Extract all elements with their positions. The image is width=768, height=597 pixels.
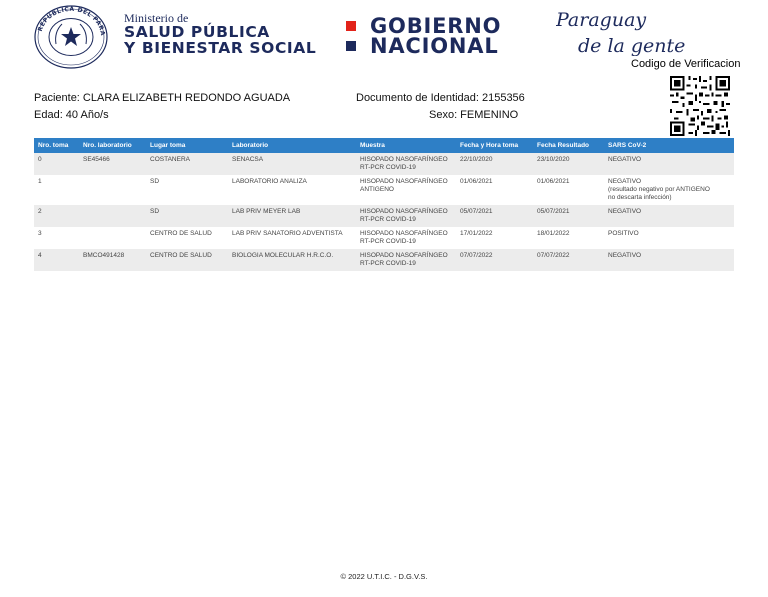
muestra-line-1: HISOPADO NASOFARÍNGEO [360, 230, 448, 237]
cell-fecha-toma: 07/07/2022 [456, 249, 533, 271]
cell-laboratorio: LAB PRIV SANATORIO ADVENTISTA [228, 227, 356, 249]
muestra-line-1: HISOPADO NASOFARÍNGEO [360, 178, 448, 185]
ministry-line-1: SALUD PÚBLICA [124, 23, 270, 41]
cell-lugar: COSTANERA [146, 153, 228, 175]
cell-resultado [604, 205, 734, 227]
resultado-line-1: NEGATIVO [608, 208, 642, 215]
gobierno-word: GOBIERNO [370, 14, 502, 38]
cell-muestra [356, 227, 456, 249]
header-lugar-toma: Lugar toma [146, 138, 228, 153]
svg-text:REPUBLICA DEL PARAGUAY [32, 4, 106, 36]
cell-fecha-toma: 17/01/2022 [456, 227, 533, 249]
cell-resultado [604, 249, 734, 271]
resultado-line-3: no descarta infección) [608, 194, 672, 201]
cell-muestra [356, 175, 456, 205]
cell-laboratorio: BIOLOGIA MOLECULAR H.R.C.O. [228, 249, 356, 271]
table-row [34, 205, 734, 227]
muestra-line-2: ANTIGENO [360, 186, 394, 193]
patient-age: Edad: 40 Año/s [34, 109, 109, 121]
ministry-prefix: Ministerio de [124, 11, 189, 25]
blue-square-icon [346, 41, 356, 51]
muestra-line-2: RT-PCR COVID-19 [360, 238, 416, 245]
cell-resultado [604, 227, 734, 249]
cell-lab-number [79, 175, 146, 205]
header-nro-laboratorio: Nro. laboratorio [79, 138, 146, 153]
header-fecha-hora-toma: Fecha y Hora toma [456, 138, 533, 153]
cell-lugar: CENTRO DE SALUD [146, 249, 228, 271]
cell-lugar: SD [146, 205, 228, 227]
cell-fecha-resultado: 01/06/2021 [533, 175, 604, 205]
cell-lugar: CENTRO DE SALUD [146, 227, 228, 249]
republica-seal-logo [32, 4, 110, 70]
footer-copyright: © 2022 U.T.I.C. - D.G.V.S. [340, 572, 428, 581]
gobierno-nacional-logo [346, 16, 501, 56]
slogan-line-2: de la gente [578, 35, 686, 56]
header-muestra: Muestra [356, 138, 456, 153]
resultado-line-2: (resultado negativo por ANTIGENO [608, 186, 710, 193]
nacional-word: NACIONAL [370, 34, 499, 58]
covid-results-table [34, 138, 734, 271]
muestra-line-2: RT-PCR COVID-19 [360, 164, 416, 171]
cell-lab-number [79, 205, 146, 227]
resultado-line-1: NEGATIVO [608, 156, 642, 163]
qr-code-icon [670, 76, 730, 136]
cell-fecha-toma: 05/07/2021 [456, 205, 533, 227]
cell-toma: 4 [34, 249, 79, 271]
cell-fecha-toma: 22/10/2020 [456, 153, 533, 175]
muestra-line-1: HISOPADO NASOFARÍNGEO [360, 252, 448, 259]
cell-fecha-toma: 01/06/2021 [456, 175, 533, 205]
cell-toma: 1 [34, 175, 79, 205]
slogan-line-1: Paraguay [556, 9, 647, 31]
seal-text: REPUBLICA DEL PARA [36, 5, 107, 37]
cell-toma: 2 [34, 205, 79, 227]
paraguay-de-la-gente-logo [556, 6, 686, 56]
cell-lab-number: BMCO491428 [79, 249, 146, 271]
table-row [34, 227, 734, 249]
cell-lugar: SD [146, 175, 228, 205]
verification-code-label: Codigo de Verificacion [631, 58, 741, 70]
header-fecha-resultado: Fecha Resultado [533, 138, 604, 153]
cell-resultado [604, 153, 734, 175]
ministry-name [124, 12, 316, 56]
cell-fecha-resultado: 05/07/2021 [533, 205, 604, 227]
muestra-line-1: HISOPADO NASOFARÍNGEO [360, 208, 448, 215]
cell-muestra [356, 249, 456, 271]
cell-laboratorio: SENACSA [228, 153, 356, 175]
table-row [34, 153, 734, 175]
resultado-line-1: POSITIVO [608, 230, 639, 237]
red-square-icon [346, 21, 356, 31]
cell-lab-number: SE45466 [79, 153, 146, 175]
patient-name: Paciente: CLARA ELIZABETH REDONDO AGUADA [34, 92, 291, 104]
patient-sex: Sexo: FEMENINO [429, 109, 519, 121]
muestra-line-2: RT-PCR COVID-19 [360, 216, 416, 223]
table-row [34, 249, 734, 271]
cell-laboratorio: LABORATORIO ANALIZA [228, 175, 356, 205]
cell-fecha-resultado: 23/10/2020 [533, 153, 604, 175]
header-laboratorio: Laboratorio [228, 138, 356, 153]
header-nro-toma: Nro. toma [34, 138, 79, 153]
cell-muestra [356, 205, 456, 227]
header-sars-cov-2: SARS CoV-2 [604, 138, 734, 153]
table-header-row [34, 138, 734, 153]
muestra-line-2: RT-PCR COVID-19 [360, 260, 416, 267]
cell-fecha-resultado: 07/07/2022 [533, 249, 604, 271]
cell-toma: 0 [34, 153, 79, 175]
cell-toma: 3 [34, 227, 79, 249]
cell-laboratorio: LAB PRIV MEYER LAB [228, 205, 356, 227]
resultado-line-1: NEGATIVO [608, 252, 642, 259]
resultado-line-1: NEGATIVO [608, 178, 642, 185]
muestra-line-1: HISOPADO NASOFARÍNGEO [360, 156, 448, 163]
cell-lab-number [79, 227, 146, 249]
ministry-line-2: Y BIENESTAR SOCIAL [124, 39, 317, 57]
patient-document-id: Documento de Identidad: 2155356 [356, 92, 525, 104]
cell-resultado [604, 175, 734, 205]
table-row [34, 175, 734, 205]
cell-muestra [356, 153, 456, 175]
cell-fecha-resultado: 18/01/2022 [533, 227, 604, 249]
